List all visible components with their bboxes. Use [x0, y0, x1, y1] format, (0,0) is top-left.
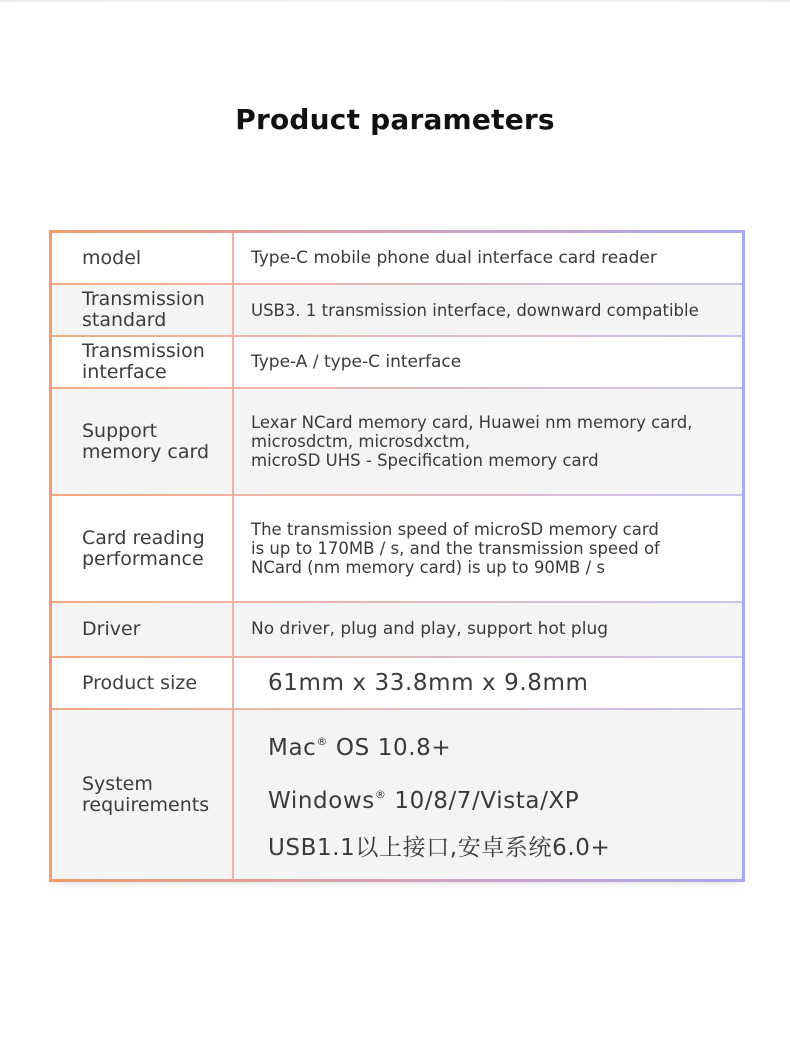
- row-label: Transmission interface: [82, 340, 205, 383]
- requirement-text: OS 10.8+: [328, 734, 452, 761]
- row-product-size-value-cell: [234, 658, 742, 708]
- system-requirements-list: [234, 729, 610, 861]
- row-system-requirements-value-cell: [234, 710, 742, 879]
- row-card-reading-performance-label-cell: [52, 496, 232, 601]
- parameters-table: [49, 230, 745, 882]
- top-divider: [0, 0, 790, 2]
- row-value: Type-A / type-C interface: [251, 351, 462, 372]
- row-value: Lexar NCard memory card, Huawei nm memory card, microsdctm, microsdxctm, microSD UHS - Specification memory card: [251, 413, 693, 470]
- row-label: Card reading performance: [82, 526, 205, 570]
- system-requirement-windows: [268, 782, 610, 814]
- row-driver-value-cell: [234, 603, 742, 656]
- registered-mark: ®: [374, 787, 387, 801]
- requirement-text: USB1.1以上接口,安卓系统6.0+: [268, 834, 611, 861]
- row-value: Type-C mobile phone dual interface card reader: [251, 247, 657, 268]
- row-transmission-standard-value-cell: [234, 285, 742, 335]
- row-transmission-interface-label-cell: [52, 337, 232, 387]
- row-model-value-cell: [234, 233, 742, 283]
- row-transmission-interface-value-cell: [234, 337, 742, 387]
- row-product-size-label-cell: [52, 658, 232, 708]
- row-model-label-cell: [52, 233, 232, 283]
- row-value: The transmission speed of microSD memory card is up to 170MB / s, and the transmission speed of NCard (nm memory card) is up to 90MB / s: [251, 520, 660, 577]
- row-value: No driver, plug and play, support hot plug: [251, 619, 609, 639]
- row-driver-label-cell: [52, 603, 232, 656]
- requirement-text: Windows: [268, 787, 375, 814]
- row-label: Product size: [82, 671, 198, 694]
- row-label: Support memory card: [82, 419, 210, 463]
- row-label: Transmission standard: [82, 288, 205, 331]
- requirement-text: 10/8/7/Vista/XP: [386, 787, 580, 814]
- row-support-memory-card-value-cell: [234, 389, 742, 494]
- row-label: Driver: [82, 618, 141, 640]
- system-requirement-usb-android: [268, 835, 610, 861]
- row-support-memory-card-label-cell: [52, 389, 232, 494]
- row-transmission-standard-label-cell: [52, 285, 232, 335]
- row-value: 61mm x 33.8mm x 9.8mm: [268, 670, 589, 696]
- system-requirement-mac: [268, 729, 610, 761]
- row-label: System requirements: [82, 772, 210, 816]
- row-card-reading-performance-value-cell: [234, 496, 742, 601]
- row-system-requirements-label-cell: [52, 710, 232, 879]
- registered-mark: ®: [316, 734, 328, 748]
- page-title: Product parameters: [235, 103, 555, 136]
- row-value: USB3. 1 transmission interface, downward compatible: [251, 300, 699, 320]
- row-label: model: [82, 246, 142, 269]
- requirement-text: Mac: [268, 734, 317, 761]
